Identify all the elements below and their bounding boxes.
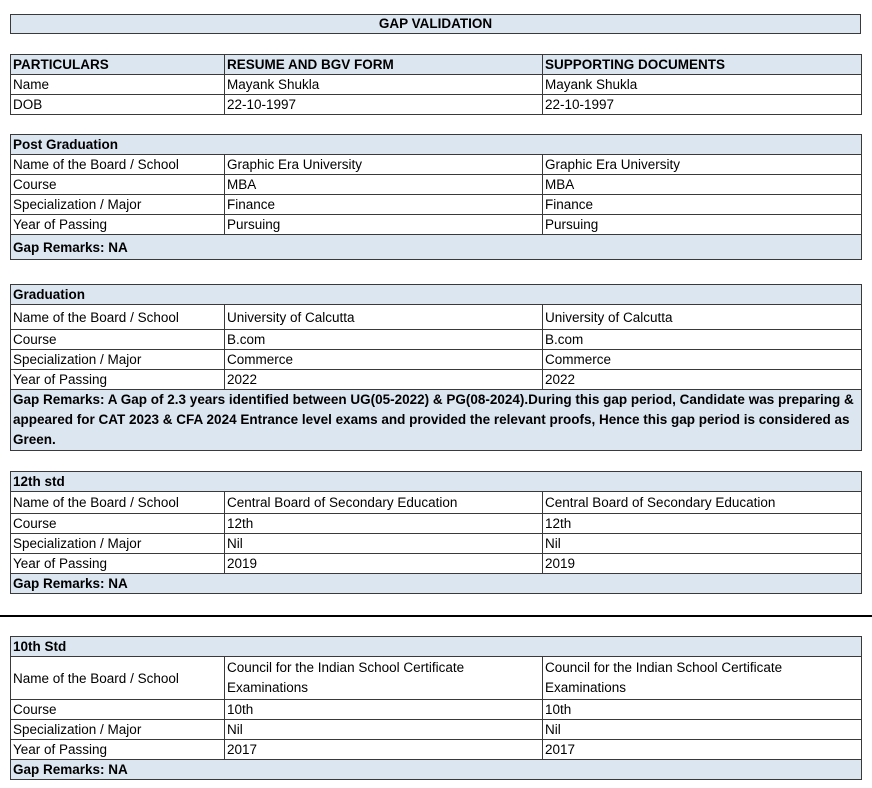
row-label: Year of Passing — [11, 370, 225, 390]
row-label: Name of the Board / School — [11, 305, 225, 330]
resume-value: 12th — [225, 514, 543, 534]
document-value: 10th — [543, 700, 862, 720]
row-label: Specialization / Major — [11, 720, 225, 740]
row-label: Specialization / Major — [11, 534, 225, 554]
row-label: Course — [11, 700, 225, 720]
table-row — [11, 75, 862, 95]
row-label: Name of the Board / School — [11, 155, 225, 175]
row-label: Name of the Board / School — [11, 657, 225, 700]
table-row — [11, 95, 862, 115]
column-header-row — [11, 55, 862, 75]
row-label: Year of Passing — [11, 740, 225, 760]
resume-value: Commerce — [225, 350, 543, 370]
table-row — [11, 350, 862, 370]
table-row — [11, 720, 862, 740]
resume-value: Pursuing — [225, 215, 543, 235]
table-row — [11, 330, 862, 350]
resume-value: Nil — [225, 534, 543, 554]
table-row — [11, 657, 862, 700]
resume-value: B.com — [225, 330, 543, 350]
document-value: 22-10-1997 — [543, 95, 862, 115]
column-header-resume: RESUME AND BGV FORM — [225, 55, 543, 75]
document-value: Central Board of Secondary Education — [543, 492, 862, 514]
table-row — [11, 492, 862, 514]
table-row — [11, 195, 862, 215]
document-value: Graphic Era University — [543, 155, 862, 175]
table-row — [11, 175, 862, 195]
document-value: Nil — [543, 720, 862, 740]
document-value: Mayank Shukla — [543, 75, 862, 95]
table-row — [11, 740, 862, 760]
resume-value: 10th — [225, 700, 543, 720]
row-label: Course — [11, 514, 225, 534]
section-heading: 12th std — [11, 472, 862, 492]
table-row — [11, 370, 862, 390]
resume-value: MBA — [225, 175, 543, 195]
document-value: 2017 — [543, 740, 862, 760]
resume-value: Graphic Era University — [225, 155, 543, 175]
table-row — [11, 305, 862, 330]
table-row — [11, 534, 862, 554]
document-value: Finance — [543, 195, 862, 215]
column-header-particulars: PARTICULARS — [11, 55, 225, 75]
particulars-table — [10, 54, 862, 115]
table-row — [11, 700, 862, 720]
resume-value: Mayank Shukla — [225, 75, 543, 95]
table-row — [11, 155, 862, 175]
document-value: MBA — [543, 175, 862, 195]
table-row — [11, 554, 862, 574]
row-label: Name of the Board / School — [11, 492, 225, 514]
resume-value: 2019 — [225, 554, 543, 574]
document-value: Council for the Indian School Certificate Examinations — [543, 657, 862, 700]
document-value: 2019 — [543, 554, 862, 574]
column-header-documents: SUPPORTING DOCUMENTS — [543, 55, 862, 75]
resume-value: 2017 — [225, 740, 543, 760]
row-label: DOB — [11, 95, 225, 115]
document-value: 2022 — [543, 370, 862, 390]
section-heading: 10th Std — [11, 637, 862, 657]
gap-remarks: Gap Remarks: NA — [11, 760, 862, 780]
resume-value: 22-10-1997 — [225, 95, 543, 115]
section-heading: Graduation — [11, 285, 862, 305]
document-value: Pursuing — [543, 215, 862, 235]
document-value: University of Calcutta — [543, 305, 862, 330]
gap-remarks: Gap Remarks: NA — [11, 235, 862, 260]
resume-value: University of Calcutta — [225, 305, 543, 330]
table-row — [11, 215, 862, 235]
resume-value: Council for the Indian School Certificate Examinations — [225, 657, 543, 700]
document-value: Commerce — [543, 350, 862, 370]
resume-value: 2022 — [225, 370, 543, 390]
row-label: Course — [11, 330, 225, 350]
row-label: Name — [11, 75, 225, 95]
page-title: GAP VALIDATION — [10, 14, 861, 34]
document-value: 12th — [543, 514, 862, 534]
section-post-graduation — [10, 134, 862, 260]
row-label: Specialization / Major — [11, 195, 225, 215]
section-12th-std — [10, 471, 862, 594]
gap-remarks: Gap Remarks: NA — [11, 574, 862, 594]
table-row — [11, 514, 862, 534]
resume-value: Nil — [225, 720, 543, 740]
page-divider — [0, 615, 872, 617]
gap-remarks: Gap Remarks: A Gap of 2.3 years identified between UG(05-2022) & PG(08-2024).During this gap period, Candidate was preparing & appeared for CAT 2023 & CFA 2024 Entrance level exams and provided the relevant proofs, Hence this gap period is considered as Green. — [11, 390, 862, 451]
resume-value: Central Board of Secondary Education — [225, 492, 543, 514]
row-label: Year of Passing — [11, 554, 225, 574]
row-label: Year of Passing — [11, 215, 225, 235]
section-10th-std — [10, 636, 862, 780]
document-value: B.com — [543, 330, 862, 350]
document-value: Nil — [543, 534, 862, 554]
resume-value: Finance — [225, 195, 543, 215]
row-label: Course — [11, 175, 225, 195]
row-label: Specialization / Major — [11, 350, 225, 370]
section-graduation — [10, 284, 862, 451]
section-heading: Post Graduation — [11, 135, 862, 155]
